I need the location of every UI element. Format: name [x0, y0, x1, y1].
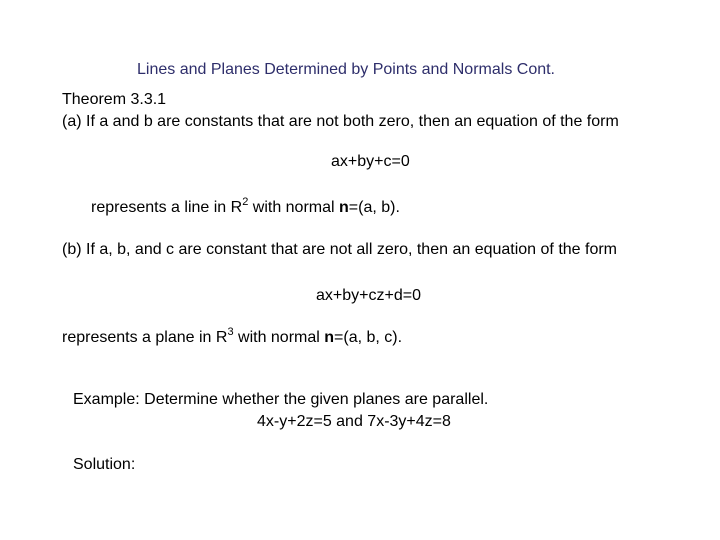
- plane-equation: ax+by+cz+d=0: [316, 287, 421, 304]
- part-b-result-power: 3: [227, 325, 234, 338]
- solution-label: Solution:: [73, 456, 136, 473]
- part-a-result-power: 2: [242, 195, 249, 208]
- line-equation: ax+by+c=0: [331, 153, 410, 170]
- example-prompt: Example: Determine whether the given planes are parallel.: [73, 391, 489, 408]
- theorem-part-a-result: [91, 195, 400, 218]
- theorem-part-b-result: [62, 325, 403, 348]
- theorem-heading: Theorem 3.3.1: [62, 91, 167, 108]
- example-planes: 4x-y+2z=5 and 7x-3y+4z=8: [257, 413, 451, 430]
- part-a-result-suffix: =(a, b).: [348, 199, 400, 216]
- part-b-result-middle: with normal: [233, 329, 325, 346]
- part-b-result-suffix: =(a, b, c).: [334, 329, 403, 346]
- part-a-normal-symbol: n: [339, 199, 349, 216]
- slide-title: Lines and Planes Determined by Points and Normals Cont.: [137, 61, 555, 78]
- part-a-result-middle: with normal: [248, 199, 340, 216]
- theorem-part-a-intro: (a) If a and b are constants that are not both zero, then an equation of the form: [62, 113, 619, 130]
- part-b-result-prefix: represents a plane in R: [62, 329, 228, 346]
- part-b-normal-symbol: n: [324, 329, 335, 346]
- theorem-part-b-intro: (b) If a, b, and c are constant that are not all zero, then an equation of the form: [62, 241, 617, 258]
- part-a-result-prefix: represents a line in R: [91, 199, 243, 216]
